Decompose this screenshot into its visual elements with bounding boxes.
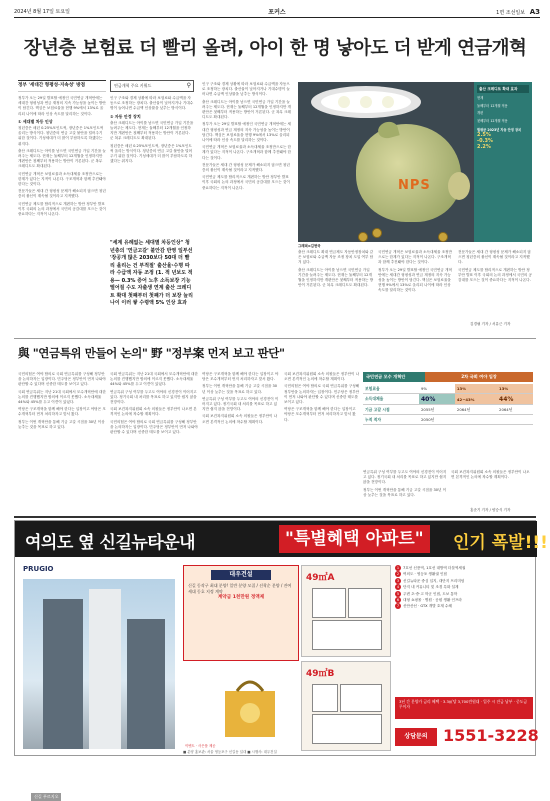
- panel-stat-value: -0.3%: [477, 138, 493, 145]
- contact-label: 상담문의: [395, 728, 437, 746]
- paragraph: 인구 구조와 경제 상황에 따라 보험료와 수급액을 자동으로 조정하는 장치다. 출산율이 낮아지거나 기대수명이 늘어나면 수급액 인상률을 낮추는 방식이다.: [110, 96, 194, 111]
- table-cell: 13%: [455, 384, 497, 394]
- paragraph: 정부는 이번 개혁안을 통해 기금 고갈 시점을 30년 이상 늦추는 것을 목표로 하고 있다.: [363, 487, 447, 497]
- page-header: [14, 6, 540, 18]
- table-cell: 13%: [497, 384, 533, 394]
- paragraph: 국회 연금특위는 지난 21대 국회에서 모수개혁안에 대한 논의를 진행했지만 합의에 이르지 못했다. 소득대체율 44%와 45%를 두고 이견이 있었다.: [110, 372, 198, 387]
- panel-row: [477, 96, 529, 100]
- table-row: [363, 405, 533, 415]
- paragraph: 정부가 오는 29일 발표할 예정인 국민연금 개혁안에는 세대간 형평성과 연금 재정의 지속 가능성을 높이는 방안이 담긴다. 핵심은 보험료율을 현행 9%에서 13%로 올리되 나이에 따라 인상 속도를 달리하는 것이다.: [202, 122, 291, 143]
- table-cell: 44%: [497, 394, 533, 405]
- pension-table: [363, 372, 533, 466]
- paragraph: 정부는 이번 개혁안을 통해 기금 고갈 시점을 30년 이상 늦추는 것을 목표로 하고 있다.: [18, 419, 105, 429]
- ad-headline-highlight: "특별혜택 아파트": [279, 525, 430, 553]
- offer-blurb: [183, 565, 299, 661]
- panel-title: 출산 크레디트 확대 효과: [477, 85, 529, 93]
- paragraph: 연금특위 구성 여부를 두고도 여야의 신경전이 이어지고 있다. 정기국회 내 처리를 목표로 하고 있지만 쉽지 않을 전망이다.: [363, 470, 447, 485]
- paragraph: 국민의힘은 여야 합의로 국회 연금특위를 구성해 정부안을 논의하자는 입장이다. 민주당은 정부안이 먼저 나와야 판단할 수 있다며 신중한 태도를 보이고 있다.: [110, 419, 198, 435]
- table-cell: [455, 415, 497, 425]
- section-headline: 與 "연금특위 만들어 논의" 野 "정부案 먼저 보고 판단": [18, 346, 285, 360]
- paragraph: 국민연금 제도를 합리적으로 개편하는 방안 정부안 발표 이후 국회의 논의 과정에서 국민의 공감대를 모으는 것이 중요하다는 지적이 나온다.: [18, 201, 106, 217]
- paragraph: 여당은 구조개혁을 함께 해야 한다는 입장이고 야당은 모수개혁부터 먼저 처리하자고 맞서 왔다.: [202, 372, 279, 382]
- blurb-text: 신길 동작구 최대 분양! 일반 분양 모집 / 선착순 분양 / 잔여세대 동호 지정 계약: [188, 583, 292, 594]
- panel-row-label: 현재: [477, 96, 484, 101]
- room: [340, 684, 382, 712]
- contact-box[interactable]: [395, 723, 539, 751]
- divider: [14, 516, 536, 518]
- room: [312, 714, 382, 744]
- header-date: 2024년 8월 17일 토요일: [14, 9, 71, 15]
- pension-graphic: [298, 82, 532, 242]
- table-cell: 2064년: [455, 405, 497, 415]
- table-cell: 2050년: [419, 415, 455, 425]
- keyword-search-box: [110, 80, 194, 92]
- paragraph: 국민연금 개혁은 보험료율과 소득대체율 조정만으로는 한계가 있다는 지적이 나온다. 구조개혁과 함께 추진돼야 한다는 것이다.: [18, 171, 106, 187]
- paragraph: 전문가들은 세대 간 형평성 문제가 해소되지 않으면 청년층의 불신이 계속될 것이라고 지적했다.: [202, 162, 290, 173]
- phone-number[interactable]: 1551-3228: [443, 726, 539, 745]
- apartment-label: 신길 푸르지오: [31, 793, 61, 801]
- panel-stat-value: 2.5%: [477, 132, 491, 139]
- article-column-8: [110, 372, 198, 512]
- article-column-5: [378, 250, 454, 330]
- table-cell: 기금 고갈 시점: [363, 405, 419, 415]
- panel-stat-title: 월평균 2023년 자동 안정 장치: [477, 128, 522, 133]
- table-cell: 2055년: [419, 405, 455, 415]
- table-title-row: [363, 372, 533, 382]
- section-subtitle: ① 세대별 차등 인상: [18, 118, 53, 124]
- paragraph: 국회 보건복지위원회 소속 의원들은 정부안이 나오면 본격적인 논의에 착수할 계획이다.: [202, 414, 278, 424]
- header-page-number: A3: [529, 7, 540, 16]
- panel-stat-value: 2.2%: [477, 144, 491, 151]
- divider: [14, 338, 536, 339]
- info-panel: [474, 82, 532, 242]
- panel-row-value: 첫째부터 12개월 적용: [477, 118, 508, 123]
- apartment-advertisement: [14, 520, 548, 799]
- header-right: [365, 8, 540, 16]
- plan-label: 49㎡B: [306, 669, 335, 679]
- feature-item: 3 신길뉴타운 중심 입지, 대단지 프리미엄: [396, 578, 465, 583]
- coin-icon: [358, 232, 368, 242]
- panel-row-label: 개편: [477, 111, 484, 116]
- builder-logo: 대우건설: [211, 570, 271, 580]
- table-row: [363, 384, 533, 394]
- paragraph: 정부는 이번 개혁안을 통해 기금 고갈 시점을 30년 이상 늦추는 것을 목표로 하고 있다.: [202, 384, 278, 394]
- table-title: 국민연금 모수 개혁안: [363, 372, 425, 382]
- pull-quote: "세계 유례없는 세대별 차등인상" 청년층의 '연금고갈' 불안감 반영 일부선 '장공개 많은 2030보다 50대 더 빨리 올리는 건 부적절' 출산율·수명 따라 수급액 자동 조정 (1. 적 년보도 적용— 0.3% 증어 노후 소득보장 기능 떨어질 수도 자출생 연계 출산 크레디트 확대 첫째부터 첫째가 더 보장 늘리 나이 이러 쌓 수령액 5% 인상 효과: [110, 240, 193, 306]
- byline: 홍준기 기자 / 양승식 기자: [470, 508, 511, 512]
- feature-item: 7 신안산선 · GTX 개발 호재 수혜: [396, 604, 452, 609]
- feature-item: 4 단지 내 커뮤니티 및 조경 특화 설계: [396, 585, 459, 590]
- piggy-bank-icon: [356, 124, 461, 222]
- table-cell: [497, 415, 533, 425]
- caption-credit: 그래픽=김현국: [298, 244, 321, 248]
- main-headline: 장년층 보험료 더 빨리 올려, 아이 한 명 낳아도 더 받게 연금개혁: [23, 38, 527, 59]
- paragraph: 국민연금 제도를 합리적으로 개편하는 방안 정부안 발표 이후 국회의 논의 과정에서 국민의 공감대를 모으는 것이 중요하다는 지적이 나온다.: [458, 267, 532, 283]
- bag-caption: 이벤트 · 사은품 제공: [185, 744, 216, 748]
- search-icon: ⚲: [186, 82, 191, 89]
- ad-headline: 여의도 옆 신길뉴타운내: [25, 533, 196, 553]
- table-cell: 보험료율: [363, 384, 419, 394]
- deal-banner: 3년 간 분양가 금리 혜택 · 3.3㎡당 3,700만원대 · 입주 시 잔금 납부 · 중도금 무이자: [395, 697, 533, 719]
- paragraph: 연금특위 구성 여부를 두고도 여야의 신경전이 이어지고 있다. 정기국회 내 처리를 목표로 하고 있지만 쉽지 않을 전망이다.: [202, 396, 279, 412]
- article-column-10: [284, 372, 360, 512]
- article-column-6: [458, 250, 532, 320]
- paragraph: 청년층은 매년 0.25%포인트씩, 장년층은 1%포인트씩 올리는 방식이다. 청년층의 연금 고갈 불안을 덜어주기 위한 것이다. 기성세대가 더 많이 부담하도록 하겠다는 취지다.: [110, 143, 193, 164]
- floor-plan-b: [301, 661, 391, 751]
- feature-list: [395, 565, 533, 610]
- plan-label: 49㎡A: [306, 573, 335, 583]
- apartment-photo: [23, 579, 175, 799]
- paragraph: 전문가들은 세대 간 형평성 문제가 해소되지 않으면 청년층의 불신이 계속될 것이라고 지적했다.: [458, 250, 531, 265]
- table: [363, 384, 533, 425]
- header-paper: 조선일보: [505, 9, 526, 16]
- table-cell: 40%: [419, 394, 455, 405]
- panel-row-value: 둘째부터 12개월 적용: [477, 103, 508, 108]
- paragraph: 국민의힘은 여야 합의로 국회 연금특위를 구성해 정부안을 논의하자는 입장이다. 민주당은 정부안이 먼저 나와야 판단할 수 있다며 신중한 태도를 보이고 있다.: [284, 384, 360, 405]
- paragraph: 출산 크레디트는 아이를 낳으면 국민연금 가입 기간을 늘려주는 제도다. 현재는 둘째부터 12개월을 인정하지만 개편안은 첫째부터 적용하는 방안이 거론된다. 군 복무 크레디트도 확대된다.: [202, 99, 291, 120]
- table-row: [363, 415, 533, 425]
- paragraph: 출산 크레디트는 아이를 낳으면 국민연금 가입 기간을 늘려주는 제도다. 현재는 둘째부터 12개월을 인정하지만 개편안은 첫째부터 적용하는 방안이 거론된다. 군 복무 크레디트도 확대된다.: [18, 148, 106, 169]
- gift-bag-icon: [215, 671, 285, 741]
- header-section: 포커스: [268, 9, 286, 16]
- paragraph: 여당은 구조개혁을 함께 해야 한다는 입장이고 야당은 모수개혁부터 먼저 처리하자고 맞서 왔다.: [284, 407, 356, 422]
- table-cell: 소득대체율: [363, 394, 419, 405]
- table-cell: 2064년: [497, 405, 533, 415]
- graphic-caption: [298, 244, 532, 249]
- paragraph: 청년층은 매년 0.25%포인트씩, 장년층은 1%포인트씩 올리는 방식이다. 청년층의 연금 고갈 불안을 덜어주기 위한 것이다. 기성세대가 더 많이 부담하도록 하겠다는 취지다.: [18, 126, 104, 146]
- feature-item: 1 7호선 신풍역, 1호선 대방역 더블역세권: [396, 566, 466, 570]
- building-image: [43, 599, 83, 749]
- paragraph: 국민연금 개혁은 보험료율과 소득대체율 조정만으로는 한계가 있다는 지적이 나온다. 구조개혁과 함께 추진돼야 한다는 것이다.: [378, 250, 452, 265]
- building-image: [89, 589, 121, 749]
- paragraph: 국회 보건복지위원회 소속 의원들은 정부안이 나오면 본격적인 논의에 착수할 계획이다.: [110, 407, 197, 417]
- section-subtitle: ② 자동 안정 장치: [110, 113, 141, 119]
- article-column-7: [18, 372, 106, 512]
- ad-headline-tail: 인기 폭발!!!: [453, 533, 548, 553]
- paragraph: 출산 크레디트 확대 연금제도 자동안정장치와 같은 보험료와 수급액 자동 조정 장치 도입 여부 담겨 있다.: [298, 250, 374, 265]
- feature-item: 5 주변 초·중·고 학군 인접, 도보 통학: [396, 591, 458, 596]
- paragraph: 출산 크레디트는 아이를 낳으면 국민연금 가입 기간을 늘려주는 제도다. 현재는 둘째부터 12개월을 인정하지만 개편안은 첫째부터 적용하는 방안이 거론된다. 군 복무 크레디트도 확대된다.: [298, 267, 374, 288]
- paragraph: 국회 연금특위는 지난 21대 국회에서 모수개혁안에 대한 논의를 진행했지만 합의에 이르지 못했다. 소득대체율 44%와 45%를 두고 이견이 있었다.: [18, 389, 106, 405]
- paragraph: 국민연금 제도를 합리적으로 개편하는 방안 정부안 발표 이후 국회의 논의 과정에서 국민의 공감대를 모으는 것이 중요하다는 지적이 나온다.: [202, 175, 290, 190]
- coin-icon: [372, 228, 382, 238]
- table-cell: 누적 적자: [363, 415, 419, 425]
- pig-snout-icon: [448, 172, 470, 200]
- ad-banner: [15, 521, 548, 557]
- panel-row: [477, 111, 529, 115]
- floor-plan-a: [301, 565, 391, 657]
- article-column-1: [18, 80, 106, 338]
- room: [312, 588, 346, 618]
- brand-logo: PRUGIO: [23, 565, 54, 573]
- paragraph: 인구 구조와 경제 상황에 따라 보험료와 수급액을 자동으로 조정하는 장치다. 출산율이 낮아지거나 기대수명이 늘어나면 수급액 인상률을 낮추는 방식이다.: [202, 82, 290, 97]
- nps-logo: NPS: [398, 178, 431, 193]
- paragraph: 정부가 오는 29일 발표할 예정인 국민연금 개혁안에는 세대간 형평성과 연금 재정의 지속 가능성을 높이는 방안이 담긴다. 핵심은 보험료율을 현행 9%에서 13%로 올리되 나이에 따라 인상 속도를 달리하는 것이다.: [18, 96, 106, 116]
- article-subhead: 정부 '세대간 형평성·지속성' 방점: [18, 80, 106, 92]
- paragraph: 국회 보건복지위원회 소속 의원들은 정부안이 나오면 본격적인 논의에 착수할 계획이다.: [284, 372, 360, 382]
- feature-item: 6 대형 쇼핑몰 · 병원 · 공원 생활 인프라: [396, 598, 462, 603]
- blurb-highlight: 계약금 1천만원 정액제: [217, 595, 265, 600]
- table-cell: 42~43%: [455, 394, 497, 405]
- paragraph: 연금특위 구성 여부를 두고도 여야의 신경전이 이어지고 있다. 정기국회 내 처리를 목표로 하고 있지만 쉽지 않을 전망이다.: [110, 389, 197, 405]
- room: [312, 620, 382, 650]
- table-row: [363, 394, 533, 405]
- article-column-9: [202, 372, 280, 512]
- header-issue: 1면: [496, 9, 505, 16]
- article-column-12: [451, 470, 533, 504]
- byline: 김경필 기자 / 서유근 기자: [470, 322, 511, 326]
- paragraph: 정부가 오는 29일 발표할 예정인 국민연금 개혁안에는 세대간 형평성과 연금 재정의 지속 가능성을 높이는 방안이 담긴다. 핵심은 보험료율을 현행 9%에서 13%로 올리되 나이에 따라 인상 속도를 달리하는 것이다.: [378, 267, 452, 293]
- search-box-label: 연금개혁 주요 키워드: [114, 83, 152, 88]
- ad-footer: ■ 분양 홍보관: 서울 영등포구 신길동 일대 ■ 시행사: 대우건설: [183, 750, 277, 754]
- coin-icon: [438, 232, 448, 242]
- room: [312, 684, 338, 712]
- article-column-2: [110, 96, 194, 236]
- paragraph: 전문가들은 세대 간 형평성 문제가 해소되지 않으면 청년층의 불신이 계속될 것이라고 지적했다.: [18, 189, 106, 199]
- feature-item: 2 여의도 · 영등포 생활권 인접: [396, 572, 447, 577]
- room: [348, 588, 382, 618]
- article-column-11: [363, 470, 447, 510]
- table-cell: 9%: [419, 384, 455, 394]
- paragraph: 국민의힘은 여야 합의로 국회 연금특위를 구성해 정부안을 논의하자는 입장이다. 민주당은 정부안이 먼저 나와야 판단할 수 있다며 신중한 태도를 보이고 있다.: [18, 372, 106, 387]
- building-image: [127, 619, 165, 749]
- paragraph: 출산 크레디트는 아이를 낳으면 국민연금 가입 기간을 늘려주는 제도다. 현재는 둘째부터 12개월을 인정하지만 개편안은 첫째부터 적용하는 방안이 거론된다. 군 복무 크레디트도 확대된다.: [110, 120, 194, 141]
- paragraph: 국회 보건복지위원회 소속 의원들은 정부안이 나오면 본격적인 논의에 착수할 계획이다.: [451, 470, 530, 480]
- article-column-3: [202, 82, 292, 340]
- paragraph: 여당은 구조개혁을 함께 해야 한다는 입장이고 야당은 모수개혁부터 먼저 처리하자고 맞서 왔다.: [18, 407, 106, 417]
- article-column-4: [298, 250, 374, 330]
- paragraph: 국민연금 개혁은 보험료율과 소득대체율 조정만으로는 한계가 있다는 지적이 나온다. 구조개혁과 함께 추진돼야 한다는 것이다.: [202, 145, 292, 160]
- table-title: 2차 국회 여야 입장: [425, 372, 533, 382]
